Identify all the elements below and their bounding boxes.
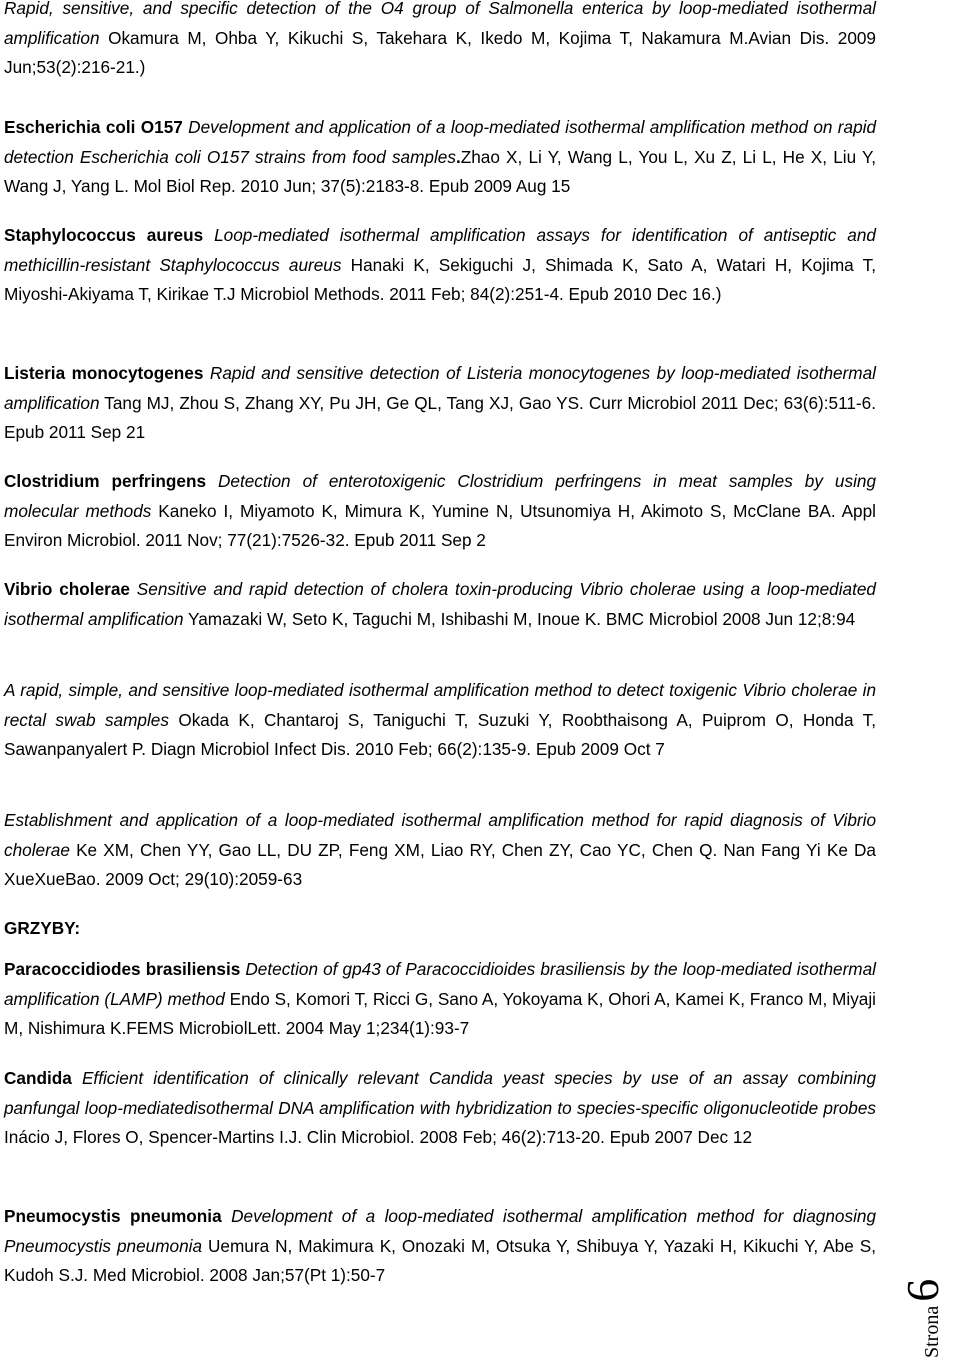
ref-segment: Sensitive and rapid detection of cholera toxin-producing Vibrio cholerae using a loop-mediated isothermal amplification: [4, 579, 876, 629]
section-heading-grzyby: [4, 914, 80, 944]
ref-segment: Loop-mediated isothermal amplification assays for identification of antiseptic and methicillin-resistant Staphylococcus aureus: [4, 225, 876, 275]
ref-segment: Ke XM, Chen YY, Gao LL, DU ZP, Feng XM, Liao RY, Chen ZY, Cao YC, Chen Q. Nan Fang Yi Ke Da XueXueBao. 2009 Oct; 29(10):2059-63: [4, 839, 876, 890]
reference-vibrio-cholerae-2: [4, 676, 876, 765]
ref-segment: Detection of gp43 of Paracoccidioides brasiliensis by the loop-mediated isothermal amplification (LAMP) method: [4, 959, 876, 1009]
ref-segment: Okamura M, Ohba Y, Kikuchi S, Takehara K, Ikedo M, Kojima T, Nakamura M.Avian Dis. 2009 Jun;53(2):216-21.): [4, 27, 876, 78]
ref-segment: A rapid, simple, and sensitive loop-mediated isothermal amplification method to detect toxigenic Vibrio cholerae in rectal swab samples: [4, 680, 876, 730]
ref-segment: Zhao X, Li Y, Wang L, You L, Xu Z, Li L, He X, Liu Y, Wang J, Yang L. Mol Biol Rep. 2010 Jun; 37(5):2183-8. Epub 2009 Aug 15: [4, 146, 876, 197]
ref-segment: Efficient identification of clinically relevant Candida yeast species by use of an assay combining panfungal loop-mediatedisothermal DNA amplification with hybridization to species-specific oligonucleotide probes: [4, 1068, 876, 1118]
ref-segment: Vibrio cholerae: [4, 579, 130, 599]
reference-clostridium: [4, 467, 876, 556]
page-label: Strona: [921, 1305, 943, 1358]
page-footer: [897, 1262, 956, 1358]
reference-listeria: [4, 359, 876, 448]
ref-segment: Paracoccidiodes brasiliensis: [4, 959, 241, 979]
ref-segment: Okada K, Chantaroj S, Taniguchi T, Suzuki Y, Roobthaisong A, Puiprom O, Honda T, Sawanpanyalert P. Diagn Microbiol Infect Dis. 2010 Feb; 66(2):135-9. Epub 2009 Oct 7: [4, 709, 877, 760]
ref-segment: Candida: [4, 1068, 72, 1088]
reference-vibrio-cholerae-1: [4, 575, 876, 634]
ref-segment: Rapid and sensitive detection of Listeria monocytogenes by loop-mediated isothermal amplification: [4, 363, 876, 413]
reference-pneumocystis: [4, 1202, 876, 1291]
reference-salmonella: [4, 0, 876, 83]
ref-segment: Hanaki K, Sekiguchi J, Shimada K, Sato A, Watari H, Kojima T, Miyoshi-Akiyama T, Kirikae T.J Microbiol Methods. 2011 Feb; 84(2):251-4. Epub 2010 Dec 16.): [4, 254, 876, 305]
reference-candida: [4, 1064, 876, 1153]
ref-segment: Development and application of a loop-mediated isothermal amplification method on rapid detection Escherichia coli O157 strains from food samples: [4, 117, 877, 167]
reference-escherichia-coli: [4, 113, 876, 202]
ref-segment: Staphylococcus aureus: [4, 225, 204, 245]
ref-segment: Rapid, sensitive, and specific detection of the O4 group of Salmonella enterica by loop-mediated isothermal amplification: [4, 0, 876, 48]
page-number: 6: [897, 1278, 948, 1302]
ref-segment: GRZYBY:: [4, 918, 81, 938]
ref-segment: Establishment and application of a loop-mediated isothermal amplification method for rapid diagnosis of Vibrio cholerae: [4, 810, 876, 860]
reference-staphylococcus-aureus: [4, 221, 876, 310]
ref-segment: Uemura N, Makimura K, Onozaki M, Otsuka Y, Shibuya Y, Yazaki H, Kikuchi Y, Abe S, Kudoh S.J. Med Microbiol. 2008 Jan;57(Pt 1):50-7: [4, 1235, 876, 1286]
ref-segment: Development of a loop-mediated isothermal amplification method for diagnosing Pneumocystis pneumonia: [4, 1206, 877, 1256]
ref-segment: Clostridium perfringens: [4, 471, 207, 491]
ref-segment: .: [455, 146, 461, 167]
ref-segment: Pneumocystis pneumonia: [4, 1206, 222, 1226]
ref-segment: Kaneko I, Miyamoto K, Mimura K, Yumine N, Utsunomiya H, Akimoto S, McClane BA. Appl Environ Microbiol. 2011 Nov; 77(21):7526-32. Epub 2011 Sep 2: [4, 500, 876, 551]
ref-segment: Escherichia coli O157: [4, 117, 183, 137]
reference-vibrio-cholerae-3: [4, 806, 876, 895]
ref-segment: Listeria monocytogenes: [4, 363, 204, 383]
ref-segment: Endo S, Komori T, Ricci G, Sano A, Yokoyama K, Ohori A, Kamei K, Franco M, Miyaji M, Nishimura K.FEMS MicrobiolLett. 2004 May 1;234(1):93-7: [4, 988, 876, 1039]
ref-segment: Yamazaki W, Seto K, Taguchi M, Ishibashi M, Inoue K. BMC Microbiol 2008 Jun 12;8:94: [183, 608, 856, 629]
ref-segment: Detection of enterotoxigenic Clostridium perfringens in meat samples by using molecular methods: [4, 471, 876, 521]
ref-segment: Tang MJ, Zhou S, Zhang XY, Pu JH, Ge QL, Tang XJ, Gao YS. Curr Microbiol 2011 Dec; 63(6):511-6. Epub 2011 Sep 21: [4, 392, 876, 443]
reference-paracoccidioides: [4, 955, 876, 1044]
ref-segment: Inácio J, Flores O, Spencer-Martins I.J. Clin Microbiol. 2008 Feb; 46(2):713-20. Epub 2007 Dec 12: [4, 1127, 753, 1148]
